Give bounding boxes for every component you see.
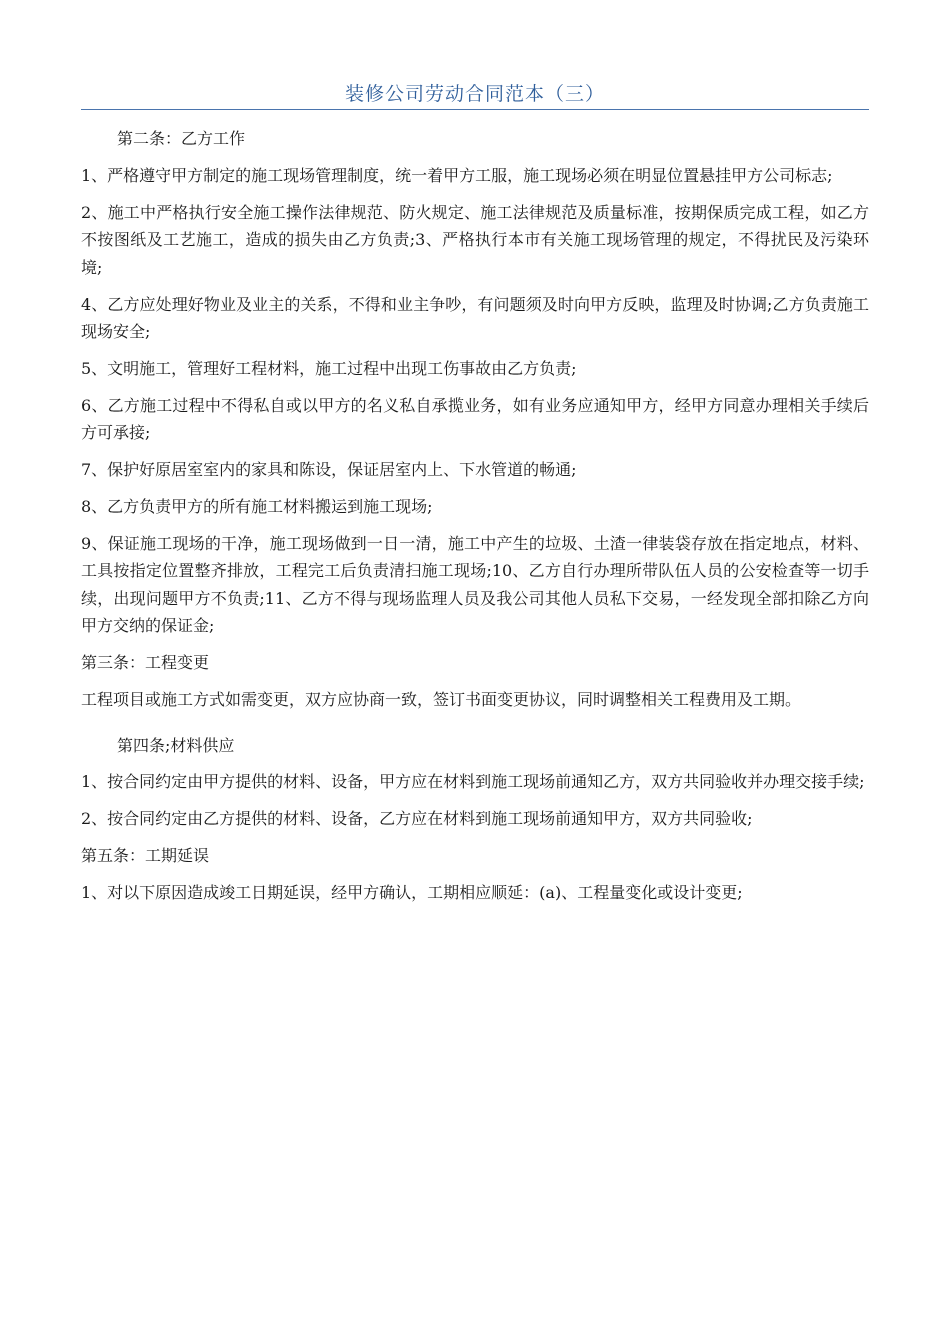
clause-paragraph: 4、乙方应处理好物业及业主的关系，不得和业主争吵，有问题须及时向甲方反映，监理及时协调;乙方负责施工现场安全; xyxy=(81,294,869,342)
clause-paragraph: 5、文明施工，管理好工程材料，施工过程中出现工伤事故由乙方负责; xyxy=(81,358,577,378)
section-heading-article-3: 第三条：工程变更 xyxy=(81,653,210,673)
clause-paragraph: 7、保护好原居室室内的家具和陈设，保证居室内上、下水管道的畅通; xyxy=(81,460,577,480)
section-heading-article-5: 第五条：工期延误 xyxy=(81,845,210,865)
clause-paragraph: 1、对以下原因造成竣工日期延误，经甲方确认，工期相应顺延：(a)、工程量变化或设计变更; xyxy=(81,882,743,902)
title-divider xyxy=(81,109,869,110)
document-body xyxy=(81,125,869,915)
clause-paragraph: 2、施工中严格执行安全施工操作法律规范、防火规定、施工法律规范及质量标准，按期保质完成工程，如乙方不按图纸及工艺施工，造成的损失由乙方负责;3、严格执行本市有关施工现场管理的规定，不得扰民及污染环境; xyxy=(81,202,869,277)
clause-paragraph: 2、按合同约定由乙方提供的材料、设备，乙方应在材料到施工现场前通知甲方，双方共同验收; xyxy=(81,809,753,829)
section-heading-article-2: 第二条：乙方工作 xyxy=(117,129,246,148)
clause-paragraph: 8、乙方负责甲方的所有施工材料搬运到施工现场; xyxy=(81,496,433,516)
clause-paragraph: 9、保证施工现场的干净，施工现场做到一日一清，施工中产生的垃圾、土渣一律装袋存放在指定地点，材料、工具按指定位置整齐排放，工程完工后负责清扫施工现场;10、乙方自行办理所带队伍人员的公安检查等一切手续，出现问题甲方不负责;11、乙方不得与现场监理人员及我公司其他人员私下交易，一经发现全部扣除乙方向甲方交纳的保证金; xyxy=(81,533,869,636)
section-heading-article-4: 第四条;材料供应 xyxy=(117,735,235,755)
clause-paragraph: 1、严格遵守甲方制定的施工现场管理制度，统一着甲方工服，施工现场必须在明显位置悬挂甲方公司标志; xyxy=(81,165,833,185)
clause-paragraph: 工程项目或施工方式如需变更，双方应协商一致，签订书面变更协议，同时调整相关工程费用及工期。 xyxy=(81,689,802,709)
clause-paragraph: 6、乙方施工过程中不得私自或以甲方的名义私自承揽业务，如有业务应通知甲方，经甲方同意办理相关手续后方可承接; xyxy=(81,395,869,443)
clause-paragraph: 1、按合同约定由甲方提供的材料、设备，甲方应在材料到施工现场前通知乙方，双方共同验收并办理交接手续; xyxy=(81,772,865,792)
document-title: 装修公司劳动合同范本（三） xyxy=(344,83,605,105)
